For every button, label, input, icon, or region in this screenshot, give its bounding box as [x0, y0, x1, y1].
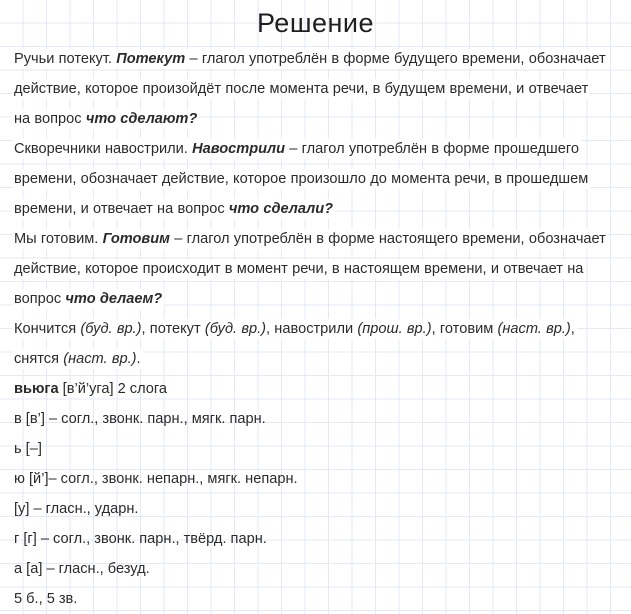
phonetic-row: ю [й’]– согл., звонк. непарн., мягк. непарн.: [14, 471, 298, 487]
phonetic-row: ь [–]: [14, 441, 42, 457]
solution-body: [14, 44, 614, 614]
paragraph-future-tense: Ручьи потекут. Потекут – глагол употреблён в форме будущего времени, обозначает действие, которое произойдёт после момента речи, в будущем времени, и отвечает на вопрос что сделают?: [14, 51, 606, 127]
paragraph-past-tense: Скворечники навострили. Навострили – глагол употреблён в форме прошедшего времени, обозначает действие, которое произошло до момента речи, в прошедшем времени, и отвечает на вопрос что сделали?: [14, 141, 589, 217]
phonetic-row: в [в’] – согл., звонк. парн., мягк. парн.: [14, 411, 266, 427]
phonetic-headword: вьюга [в’й’уга] 2 слога: [14, 381, 168, 397]
phonetic-summary: 5 б., 5 зв.: [14, 591, 78, 607]
page-title: Решение: [256, 8, 375, 38]
paragraph-tense-list: Кончится (буд. вр.), потекут (буд. вр.), навострили (прош. вр.), готовим (наст. вр.), снятся (наст. вр.).: [14, 321, 575, 367]
paragraph-present-tense: Мы готовим. Готовим – глагол употреблён в форме настоящего времени, обозначает действие, которое происходит в момент речи, в настоящем времени, и отвечает на вопрос что делаем?: [14, 231, 606, 307]
phonetic-row: г [г] – согл., звонк. парн., твёрд. парн.: [14, 531, 267, 547]
phonetic-row: [у] – гласн., ударн.: [14, 501, 139, 517]
phonetic-row: а [а] – гласн., безуд.: [14, 561, 150, 577]
